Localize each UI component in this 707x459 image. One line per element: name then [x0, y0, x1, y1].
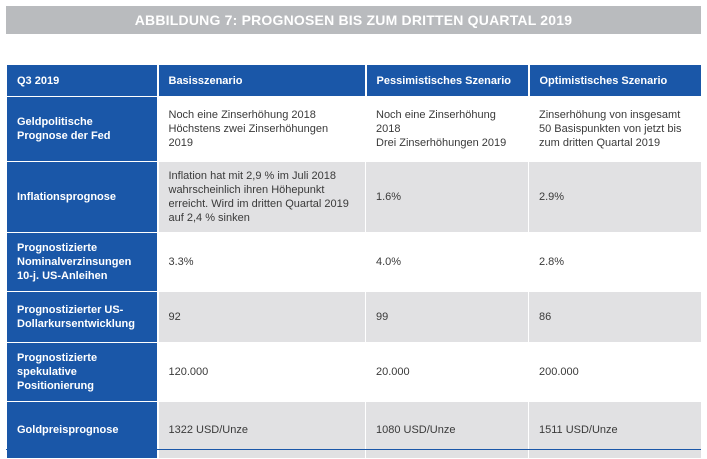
cell-text: 3.3%	[168, 256, 194, 268]
table-header-row	[7, 65, 702, 97]
table-row	[7, 292, 702, 343]
cell-text: 1.6%	[376, 191, 402, 203]
table-cell	[158, 292, 366, 343]
table-row	[7, 97, 702, 162]
table-cell	[529, 343, 702, 402]
row-label-text: Geldpolitische Prognose der Fed	[17, 116, 111, 142]
row-label-positioning	[7, 343, 158, 402]
row-label-text: Inflationsprognose	[17, 191, 116, 203]
row-label-bond-yields	[7, 233, 158, 292]
bottom-divider	[6, 449, 701, 450]
table-cell	[529, 292, 702, 343]
row-label-text: Prognostizierter US-Dollarkursentwicklung	[17, 304, 135, 330]
table-cell	[366, 233, 529, 292]
cell-text: Noch eine Zinserhöhung 2018 Höchstens zwei Zinserhöhungen 2019	[168, 109, 329, 149]
cell-text: Noch eine Zinserhöhung 2018 Drei Zinserhöhungen 2019	[376, 109, 507, 149]
cell-text: 92	[168, 311, 181, 323]
cell-text: Zinserhöhung von insgesamt 50 Basispunkten von jetzt bis zum dritten Quartal 2019	[539, 109, 682, 149]
table-cell	[529, 233, 702, 292]
table-cell	[158, 97, 366, 162]
row-label-inflation	[7, 162, 158, 233]
column-header-optimistic: Optimistisches Szenario	[529, 65, 702, 97]
cell-text: 1080 USD/Unze	[376, 424, 456, 436]
row-label-text: Prognostizierte spekulative Positionierung	[17, 352, 98, 392]
cell-text: Inflation hat mit 2,9 % im Juli 2018 wahrscheinlich ihren Höhepunkt erreicht. Wird im dritten Quartal 2019 auf 2,4 % sinken	[168, 170, 349, 224]
cell-text: 200.000	[539, 366, 579, 378]
forecast-table	[6, 64, 703, 459]
column-header-pessimistic: Pessimistisches Szenario	[366, 65, 529, 97]
cell-text: 1511 USD/Unze	[539, 424, 618, 436]
figure-title: ABBILDUNG 7: PROGNOSEN BIS ZUM DRITTEN QUARTAL 2019	[134, 12, 573, 28]
row-label-text: Goldpreisprognose	[17, 424, 119, 436]
column-header-q3: Q3 2019	[7, 65, 158, 97]
table-cell	[529, 162, 702, 233]
table-cell	[158, 233, 366, 292]
table-cell	[158, 343, 366, 402]
cell-text: 120.000	[168, 366, 209, 378]
table-cell	[366, 162, 529, 233]
cell-text: 86	[539, 311, 552, 323]
table-cell	[529, 97, 702, 162]
cell-text: 4.0%	[376, 256, 402, 268]
cell-text: 1322 USD/Unze	[168, 424, 248, 436]
table-cell	[366, 97, 529, 162]
table-cell	[366, 292, 529, 343]
cell-text: 2.8%	[539, 256, 565, 268]
column-header-basis: Basisszenario	[158, 65, 366, 97]
cell-text: 20.000	[376, 366, 410, 378]
table-cell	[158, 162, 366, 233]
table-row	[7, 233, 702, 292]
row-label-usd	[7, 292, 158, 343]
row-label-fed	[7, 97, 158, 162]
cell-text: 99	[376, 311, 389, 323]
cell-text: 2.9%	[539, 191, 565, 203]
table-row	[7, 343, 702, 402]
table-cell	[366, 343, 529, 402]
row-label-text: Prognostizierte Nominalverzinsungen 10-j. US-Anleihen	[17, 242, 132, 282]
table-row	[7, 162, 702, 233]
figure-title-bar	[6, 6, 701, 34]
